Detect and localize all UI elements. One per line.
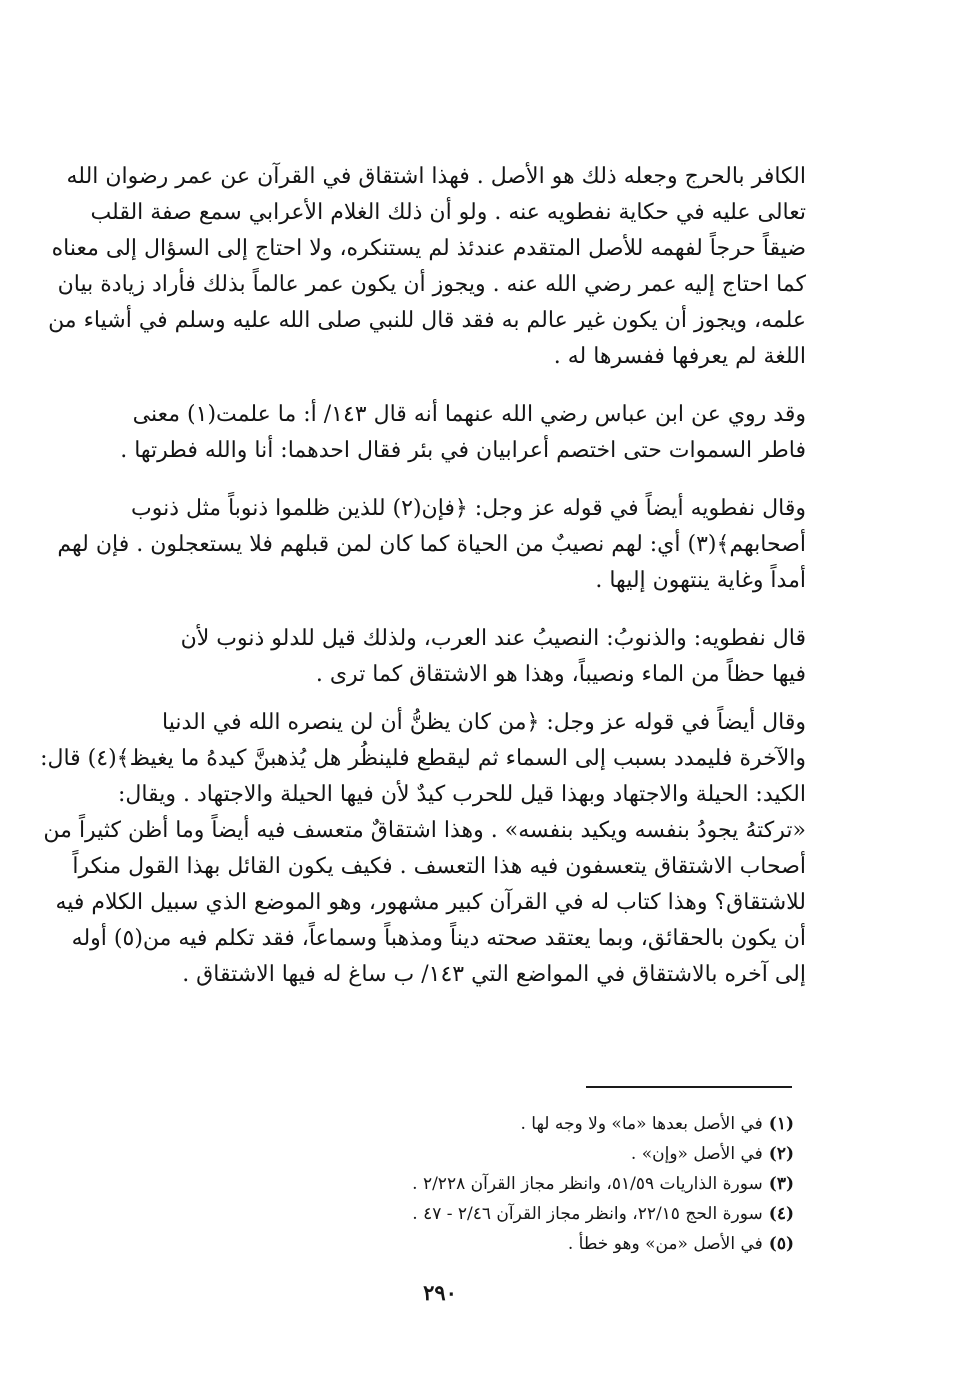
body-line: للاشتقاق؟ وهذا كتاب له في القرآن كبير مشهور، وهو الموضع الذي سبيل الكلام فيه bbox=[55, 890, 806, 915]
footnote bbox=[234, 1172, 794, 1196]
footnote-number: (١) bbox=[768, 1114, 794, 1134]
footnote-number: (٤) bbox=[768, 1204, 794, 1224]
footnote-text: في الأصل بعدها «ما» ولا وجه لها . bbox=[520, 1114, 763, 1134]
footnote-separator bbox=[586, 1086, 792, 1088]
body-line: فيها حظاً من الماء ونصيباً، وهذا هو الاشتقاق كما ترى . bbox=[315, 662, 806, 687]
body-line: وقال أيضاً في قوله عز وجل: ﴿من كان يظنُّ أن لن ينصره الله في الدنيا bbox=[161, 710, 806, 735]
footnote-number: (٥) bbox=[768, 1234, 794, 1254]
body-line: أمداً وغاية ينتهون إليها . bbox=[595, 568, 806, 593]
body-line: أصحاب الاشتقاق يتعسفون فيه هذا التعسف . فكيف يكون القائل بهذا القول منكراً bbox=[72, 854, 806, 879]
body-line: «تركتهُ يجودُ بنفسه ويكيد بنفسه» . وهذا اشتقاقٌ متعسف فيه أيضاً وما أظن كثيراً من bbox=[43, 818, 806, 843]
body-line: أصحابهم﴾(٣) أي: لهم نصيبٌ من الحياة كما كان لمن قبلهم فلا يستعجلون . فإن لهم bbox=[57, 532, 806, 557]
body-line: علمه، ويجوز أن يكون غير عالم به فقد قال للنبي صلى الله عليه وسلم في أشياء من bbox=[48, 308, 806, 333]
footnote-text: سورة الحج ٢٢/١٥، وانظر مجاز القرآن ٢/٤٦ - ٤٧ . bbox=[412, 1204, 763, 1224]
footnote-text: سورة الذاريات ٥١/٥٩، وانظر مجاز القرآن ٢/٢٢٨ . bbox=[412, 1174, 763, 1194]
body-line: إلى آخره بالاشتقاق في المواضع التي ١٤٣/ ب ساغ له فيها الاشتقاق . bbox=[182, 962, 806, 987]
body-line: اللغة لم يعرفها ففسرها له . bbox=[553, 344, 806, 369]
footnote bbox=[234, 1202, 794, 1226]
body-line: وقال نفطويه أيضاً في قوله عز وجل: ﴿فإن(٢) للذين ظلموا ذنوباً مثل ذنوب bbox=[131, 496, 806, 521]
body-line: قال نفطويه: والذنوبُ: النصيبُ عند العرب، ولذلك قيل للدلو ذنوب لأن bbox=[180, 626, 806, 651]
body-line: أن يكون بالحقائق، وبما يعتقد صحته ديناً ومذهباً وسماعاً، فقد تكلم فيه من(٥) أوله bbox=[71, 926, 806, 951]
page-number: ٢٩٠ bbox=[423, 1280, 457, 1305]
body-line: كما احتاج إليه عمر رضي الله عنه . ويجوز أن يكون عمر عالماً بذلك فأراد زيادة بيان bbox=[57, 272, 806, 297]
footnote bbox=[234, 1142, 794, 1166]
footnote-text: في الأصل «وإن» . bbox=[630, 1144, 763, 1164]
body-line: الكيد: الحيلة والاجتهاد وبهذا قيل للحرب كيدٌ لأن فيها الحيلة والاجتهاد . ويقال: bbox=[117, 782, 806, 807]
footnote-text: في الأصل «من» وهو خطأ . bbox=[567, 1234, 763, 1254]
body-line: تعالى عليه في حكاية نفطويه عنه . ولو أن ذلك الغلام الأعرابي سمع صفة القلب bbox=[90, 200, 806, 225]
footnote-number: (٢) bbox=[768, 1144, 794, 1164]
footnote bbox=[234, 1112, 794, 1136]
body-line: فاطر السموات حتى اختصم أعرابيان في بئر فقال احدهما: أنا والله فطرتها . bbox=[120, 438, 806, 463]
body-line: وقد روي عن ابن عباس رضي الله عنهما أنه قال ١٤٣/ أ: ما علمت(١) معنى bbox=[132, 402, 806, 427]
body-line: والآخرة فليمدد بسبب إلى السماء ثم ليقطع فلينظُر هل يُذهبنَّ كيدهُ ما يغيظ﴾(٤) قال: bbox=[40, 746, 806, 771]
footnote bbox=[234, 1232, 794, 1256]
body-line: الكافر بالحرج وجعله ذلك هو الأصل . فهذا اشتقاق في القرآن عن عمر رضوان الله bbox=[66, 164, 806, 189]
body-line: ضيقاً حرجاً لفهمه للأصل المتقدم عندئذ لم يستنكره، ولا احتاج إلى السؤال إلى معناه bbox=[51, 236, 806, 261]
footnote-number: (٣) bbox=[768, 1174, 794, 1194]
